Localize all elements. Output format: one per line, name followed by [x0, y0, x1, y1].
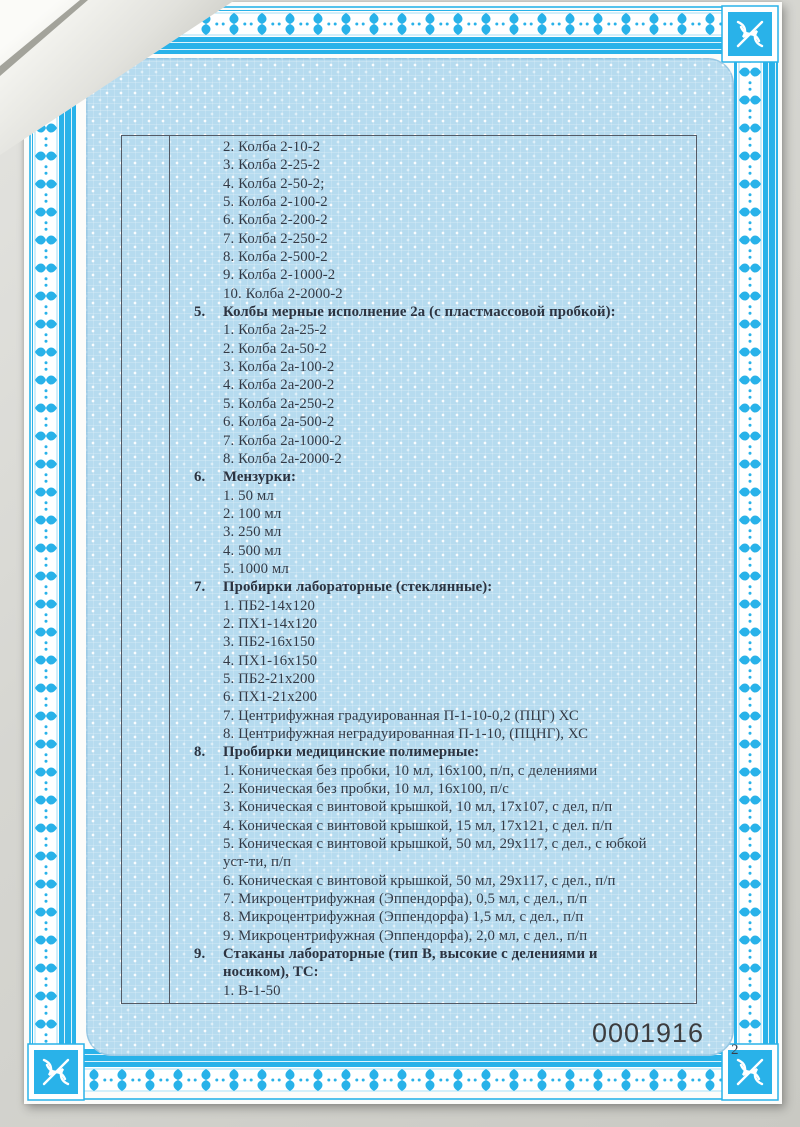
list-item: 1. Коническая без пробки, 10 мл, 16х100, п/п, с делениями [223, 762, 598, 779]
list-item: 5. 1000 мл [223, 560, 289, 577]
page-number: 2 [731, 1042, 739, 1058]
list-item: 1. Колба 2а-25-2 [223, 322, 327, 339]
list-item: 4. ПХ1-16х150 [223, 652, 318, 669]
list-item: 9. Колба 2-1000-2 [223, 267, 336, 284]
list-item: 8. Центрифужная неградуированная П-1-10, (ПЦНГ), ХС [223, 726, 589, 742]
serial-number: 0001916 [591, 1018, 705, 1048]
section-heading [194, 743, 692, 761]
list-item: 4. 500 мл [223, 542, 282, 559]
list-item: 9. Микроцентрифужная (Эппендорфа), 2,0 мл, с дел., п/п [223, 927, 588, 944]
list-item: 2. Колба 2-10-2 [223, 139, 321, 155]
list-item: 3. Колба 2а-100-2 [223, 359, 335, 376]
equipment-list [122, 136, 696, 1003]
list-item: 6. Колба 2-200-2 [223, 212, 328, 229]
section-number: 9. [194, 946, 206, 963]
list-item: 4. Коническая с винтовой крышкой, 15 мл, 17х121, с дел. п/п [223, 817, 613, 834]
section-heading [194, 468, 692, 486]
list-item: 8. Колба 2-500-2 [223, 249, 328, 266]
list-item: 5. Коническая с винтовой крышкой, 50 мл, 29х117, с дел., с юбкой уст-ти, п/п [223, 836, 647, 871]
list-item: 7. Колба 2-250-2 [223, 230, 328, 247]
list-item: 5. Колба 2а-250-2 [223, 395, 335, 412]
section-title: Колбы мерные исполнение 2а (с пластмассовой пробкой): [223, 304, 616, 321]
section-heading [194, 945, 692, 982]
section-title: Пробирки лабораторные (стеклянные): [223, 579, 493, 596]
list-item: 3. Коническая с винтовой крышкой, 10 мл, 17х107, с дел, п/п [223, 799, 613, 816]
items-table [121, 135, 697, 1004]
section-number: 8. [194, 744, 206, 761]
list-item: 6. Колба 2а-500-2 [223, 414, 335, 431]
list-item: 4. Колба 2а-200-2 [223, 377, 335, 394]
list-item: 7. Микроцентрифужная (Эппендорфа), 0,5 мл, с дел., п/п [223, 891, 588, 908]
list-item: 6. Коническая с винтовой крышкой, 50 мл, 29х117, с дел., п/п [223, 872, 616, 889]
list-item: 2. Коническая без пробки, 10 мл, 16х100, п/с [223, 781, 509, 798]
certificate-page [24, 2, 782, 1104]
list-item: 7. Колба 2а-1000-2 [223, 432, 342, 449]
section-title: Мензурки: [223, 469, 297, 486]
list-item: 8. Микроцентрифужная (Эппендорфа) 1,5 мл, с дел., п/п [223, 909, 584, 926]
section-number: 6. [194, 469, 206, 486]
list-item: 1. ПБ2-14х120 [223, 597, 315, 614]
list-item: 3. ПБ2-16х150 [223, 634, 315, 651]
list-item: 10. Колба 2-2000-2 [223, 285, 343, 302]
list-item: 7. Центрифужная градуированная П-1-10-0,2 (ПЦГ) ХС [223, 707, 579, 724]
list-item: 4. Колба 2-50-2; [223, 175, 325, 192]
section-heading [194, 303, 692, 321]
list-item: 3. Колба 2-25-2 [223, 157, 321, 174]
section-heading [194, 578, 692, 596]
list-item: 8. Колба 2а-2000-2 [223, 450, 342, 467]
list-item: 2. 100 мл [223, 505, 282, 522]
section-title: Пробирки медицинские полимерные: [223, 744, 480, 761]
list-item: 2. Колба 2а-50-2 [223, 340, 327, 357]
section-title: Стаканы лабораторные (тип В, высокие с делениями и носиком), ТС: [223, 946, 598, 981]
list-item: 3. 250 мл [223, 524, 282, 541]
list-item: 6. ПХ1-21х200 [223, 689, 318, 706]
section-number: 7. [194, 579, 206, 596]
section-number: 5. [194, 304, 206, 321]
list-item: 1. В-1-50 [223, 982, 281, 999]
list-item: 5. ПБ2-21х200 [223, 670, 315, 687]
list-item: 2. ПХ1-14х120 [223, 615, 318, 632]
list-item: 5. Колба 2-100-2 [223, 194, 328, 211]
list-item: 1. 50 мл [223, 487, 274, 504]
